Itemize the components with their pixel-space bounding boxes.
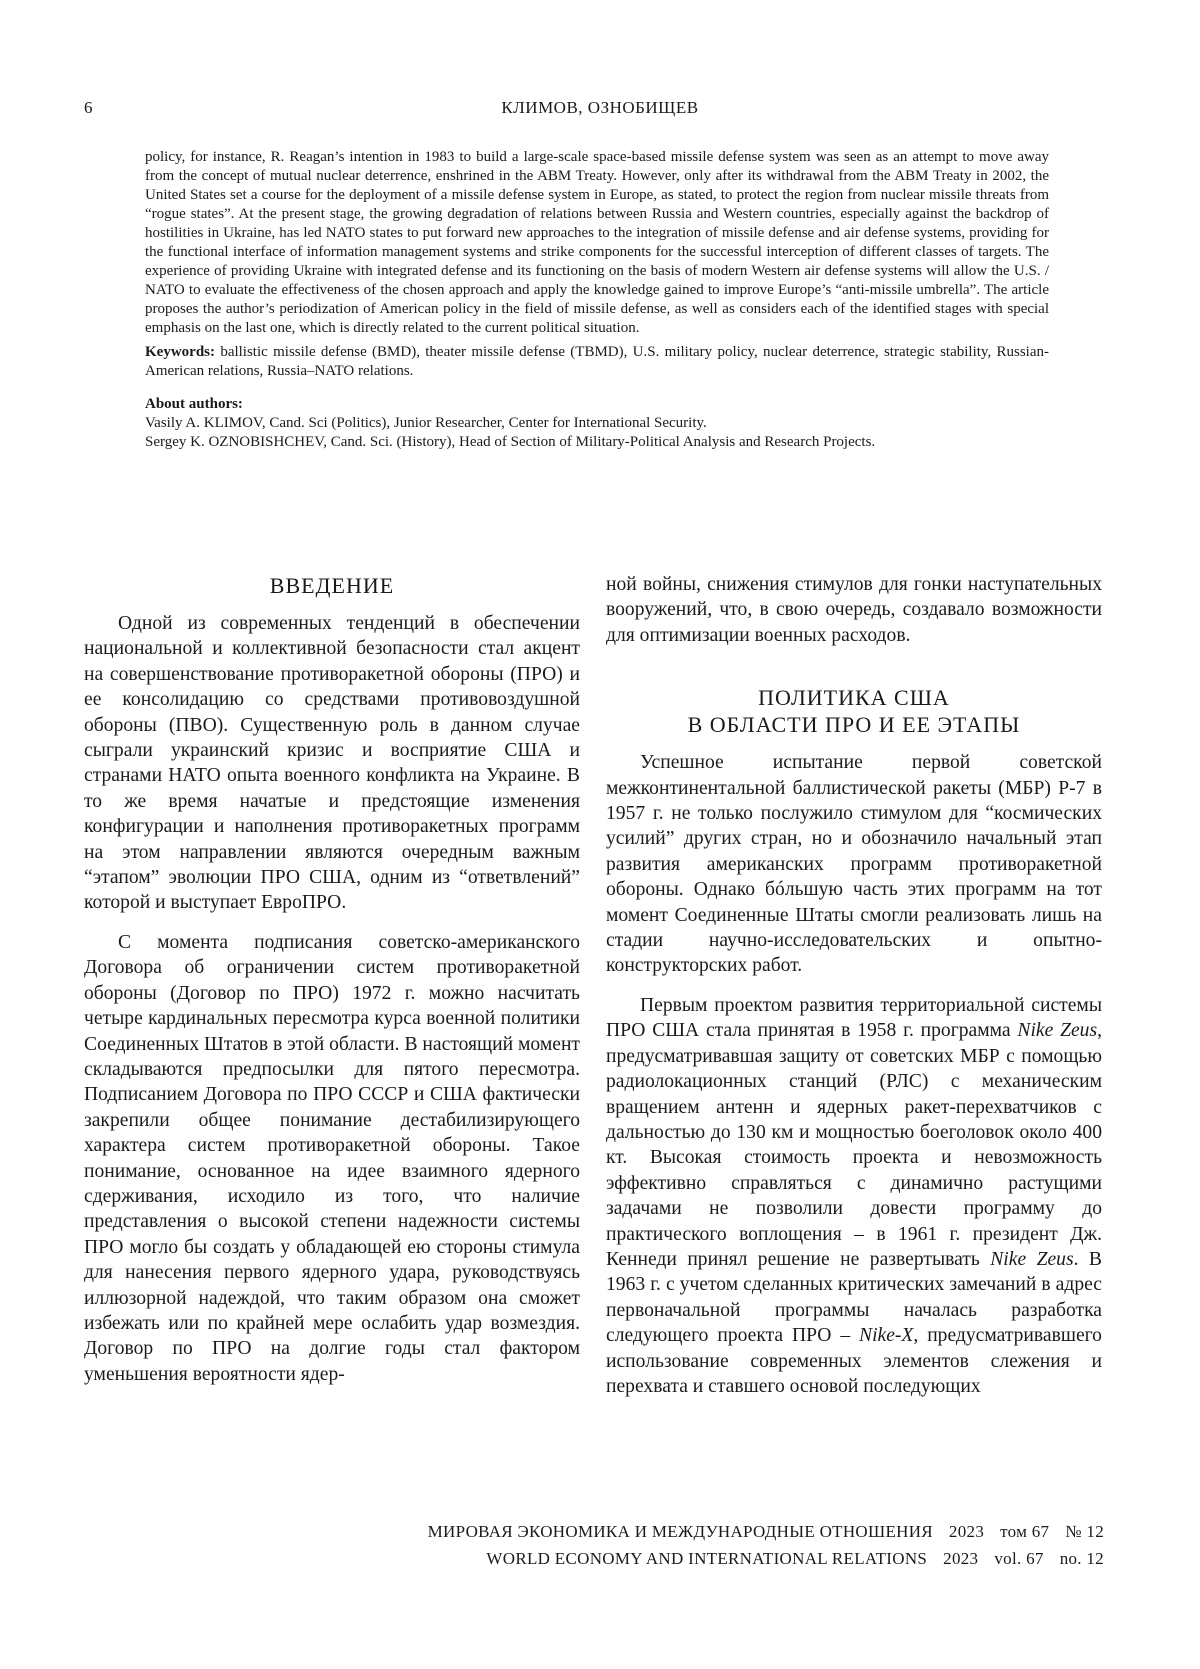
- section-heading-line-2: В ОБЛАСТИ ПРО И ЕЕ ЭТАПЫ: [687, 712, 1021, 738]
- footer-ru-journal: МИРОВАЯ ЭКОНОМИКА И МЕЖДУНАРОДНЫЕ ОТНОШЕНИЯ: [427, 1522, 933, 1541]
- intro-paragraph-1: Одной из современных тенденций в обеспечении национальной и коллективной безопасности стал акцент на совершенствование противоракетной обороны (ПРО) и ее консолидацию со средствами противовоздушной обороны (ПВО). Существенную роль в данном случае сыграли украинский кризис и восприятие США и странами НАТО опыта военного конфликта на Украине. В то же время начатые и предстоящие изменения конфигурации и наполнения противоракетных программ на этом направлении являются очередным важным “этапом” эволюции ПРО США, одним из “ответвлений” которой и выступает ЕвроПРО.: [84, 613, 580, 914]
- policy-p2-part-b: , предусматривавшая защиту от советских МБР с помощью радиолокационных станций (РЛС) с механическим вращением антенн и ядерных ракет-перехватчиков с дальностью до 130 км и мощностью боеголовок около 400 кт. Высокая стоимость проекта и невозможность эффективно справляться с динамично растущими задачами не позволили довести программу до практического воплощения – в 1961 г. президент Дж. Кеннеди принял решение не развертывать: [606, 1020, 1102, 1270]
- page-number: 6: [84, 98, 93, 117]
- footer-en-volume: vol. 67: [994, 1549, 1044, 1568]
- policy-p2-part-c: . В 1963 г. с учетом сделанных критических замечаний в адрес первоначальной программы началась разработка следующего проекта ПРО –: [606, 1248, 1102, 1347]
- footer-english: [470, 1549, 1104, 1569]
- policy-paragraph-1: Успешное испытание первой советской межконтинентальной баллистической ракеты (МБР) Р-7 в 1957 г. не только послужило стимулом для “космических усилий” других стран, но и обозначило начальный этап развития американских программ противоракетной обороны. Однако бóльшую часть этих программ на тот момент Соединенные Штаты смогли реализовать лишь на стадии научно-исследовательских и опытно-конструкторских работ.: [606, 752, 1102, 977]
- keywords-paragraph: [145, 343, 1049, 381]
- author-oznobishchev: Sergey K. OZNOBISHCHEV, Cand. Sci. (History), Head of Section of Military-Political Analysis and Research Projects.: [145, 434, 876, 450]
- left-column: [84, 572, 580, 1387]
- footer-en-journal: WORLD ECONOMY AND INTERNATIONAL RELATIONS: [486, 1549, 928, 1568]
- keywords-label: Keywords:: [145, 344, 215, 360]
- abstract-text: policy, for instance, R. Reagan’s intention in 1983 to build a large-scale space-based missile defense system was seen as an attempt to move away from the concept of mutual nuclear deterrence, enshrined in the ABM Treaty. However, only after its withdrawal from the ABM Treaty in 2002, the United States set a course for the deployment of a missile defense system in Europe, as stated, to protect the region from nuclear missile threats from “rogue states”. At the present stage, the growing degradation of relations between Russia and Western countries, especially against the backdrop of hostilities in Ukraine, has led NATO states to put forward new approaches to the integration of missile defense and air defense systems, providing for the functional interface of information management systems and strike components for the successful interception of different classes of targets. The experience of providing Ukraine with integrated defense and its functioning on the basis of modern Western air defense systems will allow the U.S. / NATO to evaluate the effectiveness of the chosen approach and apply the knowledge gained to improve Europe’s “anti-missile umbrella”. The article proposes the author’s periodization of American policy in the field of missile defense, as well as considers each of the identified stages with special emphasis on the last one, which is directly related to the current political situation.: [145, 149, 1049, 336]
- policy-p2-part-d: , предусматривавшего использование современных элементов слежения и перехвата и ставшего основой последующих: [606, 1325, 1102, 1397]
- footer-russian: [412, 1522, 1104, 1542]
- policy-p2-part-a: Первым проектом развития территориальной системы ПРО США стала принятая в 1958 г. программа: [606, 994, 1102, 1042]
- section-heading-us-policy: [606, 684, 1102, 738]
- intro-paragraph-2-continued: ной войны, снижения стимулов для гонки наступательных вооружений, что, в свою очередь, создавало возможности для оптимизации военных расходов.: [606, 574, 1102, 646]
- abstract-block: [145, 148, 1049, 452]
- nike-zeus-term-2: Nike Zeus: [990, 1248, 1074, 1270]
- footer-en-number: no. 12: [1059, 1549, 1104, 1568]
- footer-ru-number: № 12: [1065, 1522, 1104, 1541]
- right-column: [606, 572, 1102, 1399]
- keywords-text: ballistic missile defense (BMD), theater missile defense (TBMD), U.S. military policy, nuclear deterrence, strategic stability, Russian-American relations, Russia–NATO relations.: [145, 344, 1049, 379]
- policy-paragraph-2: [606, 993, 1102, 1400]
- footer-en-year: 2023: [943, 1549, 979, 1568]
- running-title: КЛИМОВ, ОЗНОБИЩЕВ: [501, 98, 699, 117]
- intro-paragraph-2: С момента подписания советско-американского Договора об ограничении систем противоракетной обороны (Договор по ПРО) 1972 г. можно насчитать четыре кардинальных пересмотра курса военной политики Соединенных Штатов в этой области. В настоящий момент складываются предпосылки для пятого пересмотра. Подписанием Договора по ПРО СССР и США фактически закрепили общее понимание дестабилизирующего характера систем противоракетной обороны. Такое понимание, основанное на идее взаимного ядерного сдерживания, исходило из того, что наличие представления о высокой степени надежности системы ПРО могло бы создать у обладающей ею стороны стимула для нанесения первого ядерного удара, руководствуясь иллюзорной надеждой, что таким образом она сможет избежать или по крайней мере ослабить удар возмездия. Договор по ПРО на долгие годы стал фактором уменьшения вероятности ядер-: [84, 931, 580, 1385]
- footer-ru-year: 2023: [948, 1522, 985, 1541]
- section-heading-line-1: ПОЛИТИКА США: [758, 685, 950, 711]
- author-klimov: Vasily A. KLIMOV, Cand. Sci (Politics), Junior Researcher, Center for International Security.: [145, 415, 707, 431]
- nike-zeus-term: Nike Zeus: [1017, 1020, 1098, 1042]
- nike-x-term: Nike-X: [859, 1325, 914, 1347]
- section-heading-introduction: ВВЕДЕНИЕ: [269, 573, 395, 598]
- footer-ru-volume: том 67: [1000, 1522, 1050, 1541]
- about-authors-label: About authors:: [145, 396, 243, 412]
